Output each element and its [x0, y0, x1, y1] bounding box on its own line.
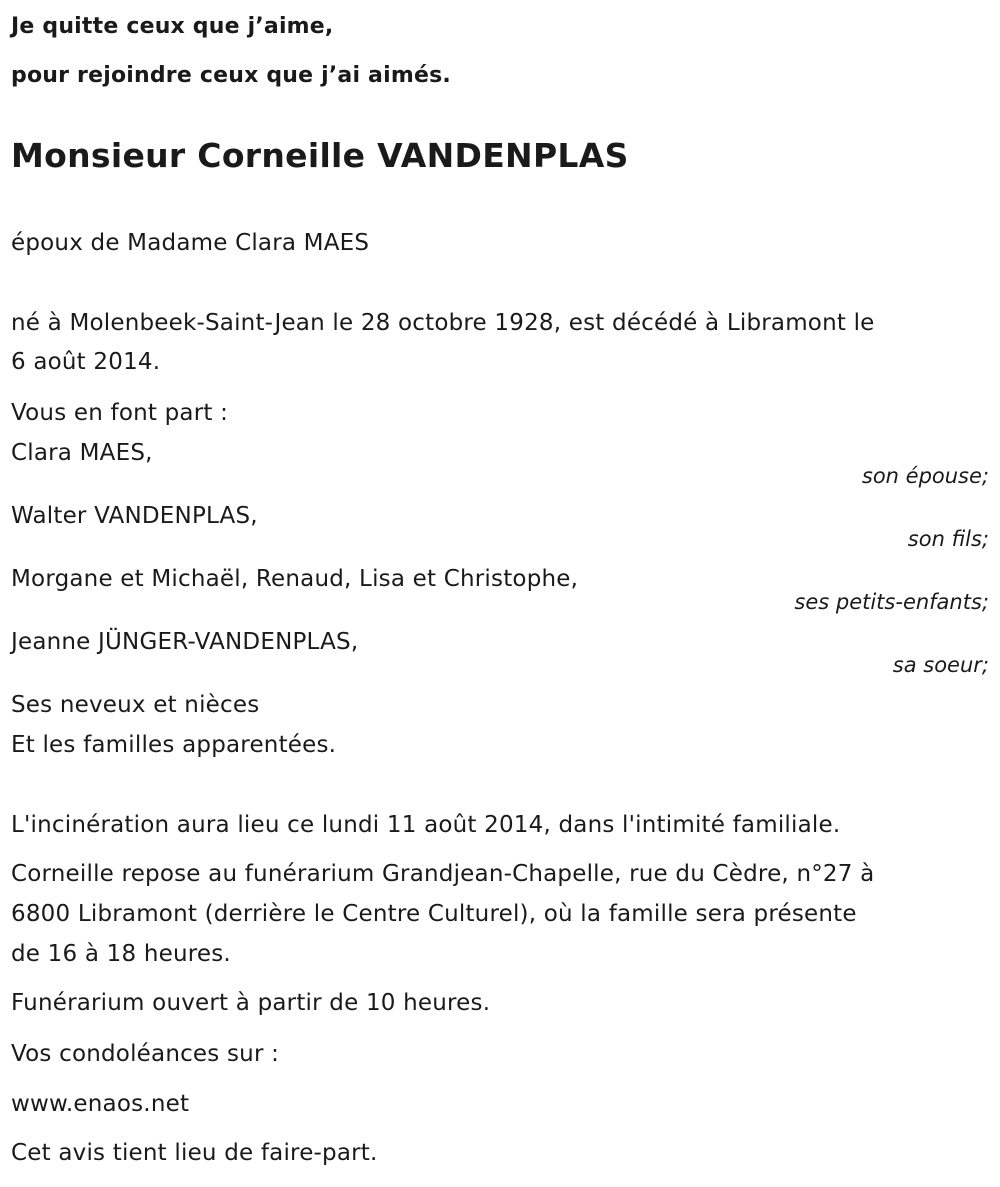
rest-line-3: de 16 à 18 heures. — [11, 941, 231, 967]
announcer-relation: son épouse; — [861, 464, 989, 488]
announcer-name: Jeanne JÜNGER-VANDENPLAS, — [11, 629, 359, 655]
spouse-line: époux de Madame Clara MAES — [11, 230, 370, 256]
birth-death-line-2: 6 août 2014. — [11, 349, 161, 375]
birth-death-line-1: né à Molenbeek-Saint-Jean le 28 octobre 1928, est décédé à Libramont le — [11, 310, 875, 336]
quote-line-2: pour rejoindre ceux que j’ai aimés. — [11, 63, 451, 88]
announcers-intro: Vous en font part : — [11, 400, 229, 426]
rest-line-1: Corneille repose au funérarium Grandjean-Chapelle, rue du Cèdre, n°27 à — [11, 861, 875, 887]
announcer-relation: son fils; — [907, 527, 989, 551]
others-line-1: Ses neveux et nièces — [11, 692, 260, 718]
announcer-name: Clara MAES, — [11, 440, 153, 466]
website-link[interactable]: www.enaos.net — [11, 1091, 190, 1117]
obituary-notice — [11, 0, 989, 1187]
announcer-relation: ses petits-enfants; — [794, 590, 989, 614]
quote-line-1: Je quitte ceux que j’aime, — [11, 14, 334, 39]
cremation-line: L'incinération aura lieu ce lundi 11 août 2014, dans l'intimité familiale. — [11, 812, 841, 838]
opening-line: Funérarium ouvert à partir de 10 heures. — [11, 990, 491, 1016]
announcer-name: Morgane et Michaël, Renaud, Lisa et Christophe, — [11, 566, 579, 592]
rest-line-2: 6800 Libramont (derrière le Centre Culturel), où la famille sera présente — [11, 901, 857, 927]
deceased-name: Monsieur Corneille VANDENPLAS — [11, 136, 629, 175]
closing-line: Cet avis tient lieu de faire-part. — [11, 1140, 378, 1166]
announcer-relation: sa soeur; — [892, 653, 989, 677]
others-line-2: Et les familles apparentées. — [11, 732, 337, 758]
announcer-name: Walter VANDENPLAS, — [11, 503, 258, 529]
condolences-label: Vos condoléances sur : — [11, 1041, 280, 1067]
